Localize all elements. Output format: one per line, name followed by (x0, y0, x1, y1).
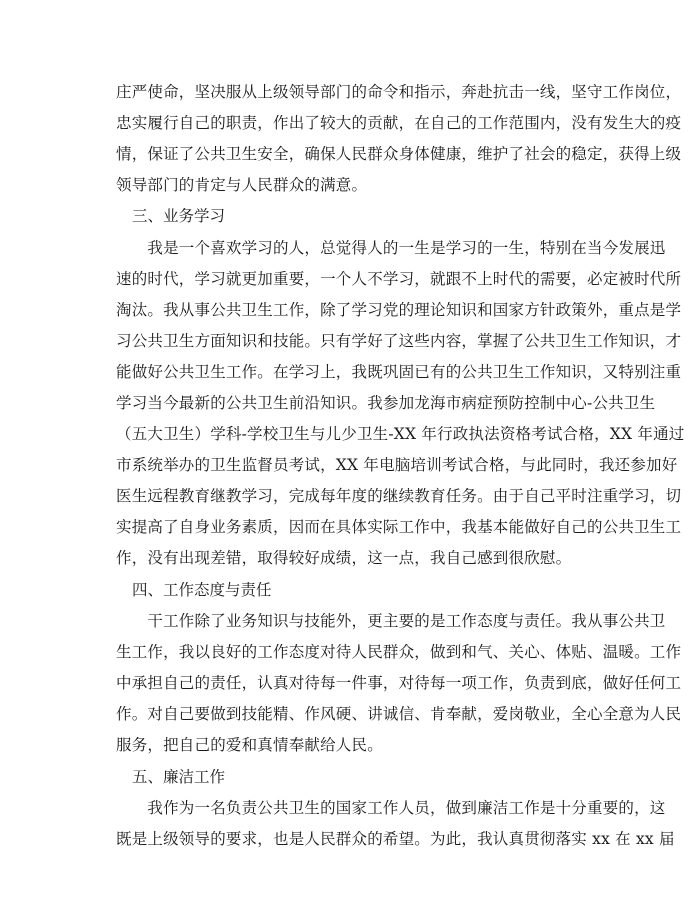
body-text-line: 实提高了自身业务素质，因而在具体实际工作中，我基本能做好自己的公共卫生工 (116, 518, 682, 536)
body-text-line: 作，没有出现差错，取得较好成绩，这一点，我自己感到很欣慰。 (116, 549, 572, 567)
section-heading-integrity: 五、廉洁工作 (132, 768, 226, 786)
body-text-line: 淘汰。我从事公共卫生工作，除了学习党的理论知识和国家方针政策外，重点是学 (116, 301, 682, 319)
section-heading-attitude: 四、工作态度与责任 (132, 581, 272, 599)
body-text-line: 医生远程教育继教学习，完成每年度的继续教育任务。由于自己平时注重学习，切 (116, 487, 682, 505)
body-text-line: 速的时代，学习就更加重要，一个人不学习，就跟不上时代的需要，必定被时代所 (116, 270, 682, 288)
body-text-line: 中承担自己的责任，认真对待每一件事，对待每一项工作，负责到底，做好任何工 (116, 674, 682, 692)
body-text-line: 服务，把自己的爱和真情奉献给人民。 (116, 736, 383, 754)
body-text-line: 生工作，我以良好的工作态度对待人民群众，做到和气、关心、体贴、温暖。工作 (116, 643, 682, 661)
body-text-line: 市系统举办的卫生监督员考试，XX 年电脑培训考试合格，与此同时，我还参加好 (116, 456, 678, 474)
body-text-line: 我是一个喜欢学习的人，总觉得人的一生是学习的一生，特别在当今发展迅 (116, 239, 666, 257)
body-text-line: 庄严使命，坚决服从上级领导部门的命令和指示，奔赴抗击一线，坚守工作岗位， (116, 83, 682, 101)
body-text-line: （五大卫生）学科-学校卫生与儿少卫生-XX 年行政执法资格考试合格，XX 年通过 (116, 425, 685, 443)
body-text-line: 学习当今最新的公共卫生前沿知识。我参加龙海市病症预防控制中心-公共卫生 (116, 394, 656, 412)
body-text-line: 我作为一名负责公共卫生的国家工作人员，做到廉洁工作是十分重要的，这 (116, 799, 666, 817)
body-text-line: 领导部门的肯定与人民群众的满意。 (116, 176, 368, 194)
body-text-line: 习公共卫生方面知识和技能。只有学好了这些内容，掌握了公共卫生工作知识，才 (116, 332, 682, 350)
body-text-line: 能做好公共卫生工作。在学习上，我既巩固已有的公共卫生工作知识，又特别注重 (116, 363, 682, 381)
body-text-line: 干工作除了业务知识与技能外，更主要的是工作态度与责任。我从事公共卫 (116, 612, 666, 630)
section-heading-study: 三、业务学习 (132, 207, 226, 225)
body-text-line: 忠实履行自己的职责，作出了较大的贡献，在自己的工作范围内，没有发生大的疫 (116, 114, 682, 132)
body-text-line: 情，保证了公共卫生安全，确保人民群众身体健康，维护了社会的稳定，获得上级 (116, 145, 682, 163)
body-text-line: 作。对自己要做到技能精、作风硬、讲诚信、肯奉献，爱岗敬业，全心全意为人民 (116, 705, 682, 723)
body-text-line: 既是上级领导的要求，也是人民群众的希望。为此，我认真贯彻落实 xx 在 xx 届 (116, 830, 675, 848)
